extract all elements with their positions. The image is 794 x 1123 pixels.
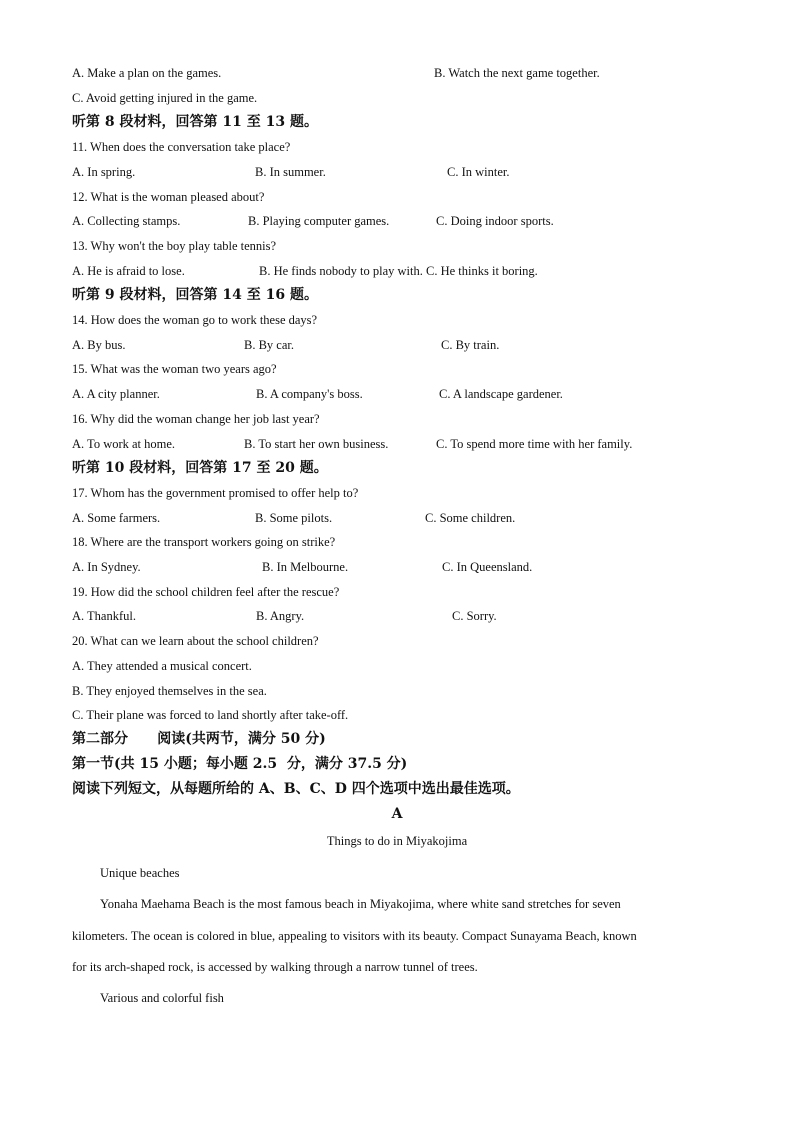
passage-paragraph-line: Yonaha Maehama Beach is the most famous beach in Miyakojima, where white sand stretches for seven <box>100 897 621 911</box>
part-2-heading: 第二部分 阅读(共两节，满分 50 分) <box>72 731 326 747</box>
q14-stem: 14. How does the woman go to work these days? <box>72 313 318 327</box>
q20-option-b: B. They enjoyed themselves in the sea. <box>72 684 267 698</box>
q11-option-a: A. In spring. <box>72 165 136 179</box>
q19-option-a: A. Thankful. <box>72 609 136 623</box>
passage-paragraph-line: for its arch-shaped rock, is accessed by walking through a narrow tunnel of trees. <box>72 960 478 974</box>
section-10-heading: 听第 10 段材料，回答第 17 至 20 题。 <box>72 460 328 476</box>
q20-stem: 20. What can we learn about the school children? <box>72 634 319 648</box>
q18-option-a: A. In Sydney. <box>72 560 141 574</box>
q20-option-c: C. Their plane was forced to land shortly after take-off. <box>72 708 349 722</box>
passage-paragraph-line: kilometers. The ocean is colored in blue, appealing to visitors with its beauty. Compact Sunayama Beach, known <box>72 929 637 943</box>
q12-option-c: C. Doing indoor sports. <box>436 214 554 228</box>
q16-option-a: A. To work at home. <box>72 437 176 451</box>
passage-heading-fish: Various and colorful fish <box>100 991 224 1005</box>
q18-stem: 18. Where are the transport workers going on strike? <box>72 535 336 549</box>
q18-option-c: C. In Queensland. <box>442 560 533 574</box>
passage-title: Things to do in Miyakojima <box>326 834 468 848</box>
q12-stem: 12. What is the woman pleased about? <box>72 190 265 204</box>
q16-option-c: C. To spend more time with her family. <box>436 437 633 451</box>
q12-option-b: B. Playing computer games. <box>248 214 390 228</box>
section-8-heading: 听第 8 段材料，回答第 11 至 13 题。 <box>72 114 318 130</box>
q17-option-b: B. Some pilots. <box>255 511 333 525</box>
q14-option-c: C. By train. <box>441 338 500 352</box>
q19-option-b: B. Angry. <box>256 609 305 623</box>
reading-instructions: 阅读下列短文，从每题所给的 A、B、C、D 四个选项中选出最佳选项。 <box>72 781 520 797</box>
q15-option-c: C. A landscape gardener. <box>439 387 563 401</box>
q11-option-c: C. In winter. <box>447 165 510 179</box>
q18-option-b: B. In Melbourne. <box>262 560 349 574</box>
passage-letter: A <box>391 806 403 822</box>
q17-option-c: C. Some children. <box>425 511 516 525</box>
q11-stem: 11. When does the conversation take place? <box>72 140 291 154</box>
q10-option-b: B. Watch the next game together. <box>434 66 600 80</box>
q15-stem: 15. What was the woman two years ago? <box>72 362 277 376</box>
q20-option-a: A. They attended a musical concert. <box>72 659 252 673</box>
q17-stem: 17. Whom has the government promised to offer help to? <box>72 486 359 500</box>
q13-option-a: A. He is afraid to lose. <box>72 264 185 278</box>
q11-option-b: B. In summer. <box>255 165 326 179</box>
q16-option-b: B. To start her own business. <box>244 437 389 451</box>
q10-option-c: C. Avoid getting injured in the game. <box>72 91 258 105</box>
q15-option-b: B. A company's boss. <box>256 387 363 401</box>
q14-option-a: A. By bus. <box>72 338 126 352</box>
q12-option-a: A. Collecting stamps. <box>72 214 181 228</box>
q19-option-c: C. Sorry. <box>452 609 497 623</box>
q19-stem: 19. How did the school children feel after the rescue? <box>72 585 340 599</box>
q16-stem: 16. Why did the woman change her job last year? <box>72 412 320 426</box>
q15-option-a: A. A city planner. <box>72 387 160 401</box>
q17-option-a: A. Some farmers. <box>72 511 161 525</box>
q13-option-b-c: B. He finds nobody to play with. C. He thinks it boring. <box>259 264 538 278</box>
section-9-heading: 听第 9 段材料，回答第 14 至 16 题。 <box>72 287 318 303</box>
passage-heading-beaches: Unique beaches <box>100 866 180 880</box>
part-2-section-1-heading: 第一节(共 15 小题；每小题 2.5 分，满分 37.5 分) <box>72 756 408 772</box>
q14-option-b: B. By car. <box>244 338 294 352</box>
q10-option-a: A. Make a plan on the games. <box>72 66 222 80</box>
q13-stem: 13. Why won't the boy play table tennis? <box>72 239 277 253</box>
